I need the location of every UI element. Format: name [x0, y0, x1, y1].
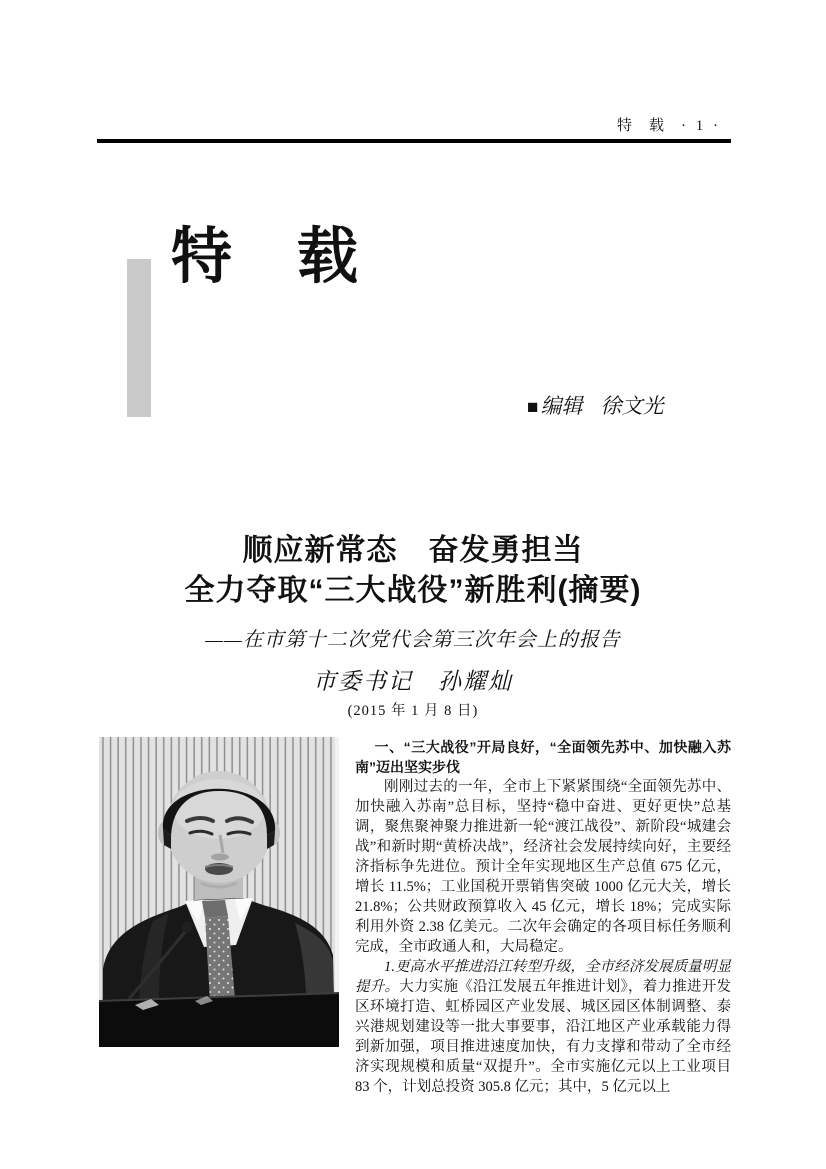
header-rule — [97, 139, 731, 143]
article-content — [99, 737, 731, 1097]
article-header — [0, 534, 826, 720]
body-paragraph-2 — [355, 957, 731, 1097]
article-author: 市委书记 孙耀灿 — [313, 669, 513, 694]
body-section-heading: 一、“三大战役”开局良好，“全面领先苏中、加快融入苏南”迈出坚实步伐 — [355, 739, 731, 775]
running-head — [97, 114, 731, 135]
running-head-section: 特 载 — [616, 118, 665, 134]
editor-label: 编辑 — [540, 394, 583, 418]
section-marker-bar — [127, 259, 151, 417]
article-title-line2: 全力夺取“三大战役”新胜利(摘要) — [184, 574, 642, 607]
section-title: 特 载 — [171, 224, 361, 291]
editor-name: 徐文光 — [600, 394, 664, 418]
body-paragraph-1: 刚刚过去的一年，全市上下紧紧围绕“全面领先苏中、加快融入苏南”总目标，坚持“稳中奋进、更好更快”总基调，聚焦聚神聚力推进新一轮“渡江战役”、新阶段“城建会战”和新时期“黄桥决战”，经济社会发展持续向好，主要经济指标争先进位。预计全年实现地区生产总值 675 亿元，增长 11.5%；工业国税开票销售突破 1000 亿元大关，增长 21.8%；公共财政预算收入 45 亿元，增长 18%；完成实际利用外资 2.38 亿美元。二次年会确定的各项目标任务顺利完成，全市政通人和，大局稳定。 — [355, 779, 731, 955]
filled-square-icon: ■ — [527, 397, 539, 418]
article-title-line1: 顺应新常态 奋发勇担当 — [242, 534, 584, 567]
paragraph-2-lead: 1.更高水平推进沿江转型升级，全市经济发展质量明显提升。 — [355, 959, 731, 995]
speaker-photo — [99, 737, 339, 1047]
page-number: · 1 · — [681, 118, 721, 134]
editor-credit — [527, 390, 663, 420]
article-subtitle: ——在市第十二次党代会第三次年会上的报告 — [205, 629, 621, 651]
article-date: (2015 年 1 月 8 日) — [347, 703, 479, 719]
paragraph-2-rest: 大力实施《沿江发展五年推进计划》，着力推进开发区环境打造、虹桥园区产业发展、城区园区体制调整、泰兴港规划建设等一批大事要事，沿江地区产业承载能力得到新加强，项目推进速度加快，有力支撑和带动了全市经济实现规模和质量“双提升”。全市实施亿元以上工业项目 83 个，计划总投资 305.8 亿元；其中，5 亿元以上 — [355, 979, 731, 1095]
body-text — [355, 737, 731, 1097]
